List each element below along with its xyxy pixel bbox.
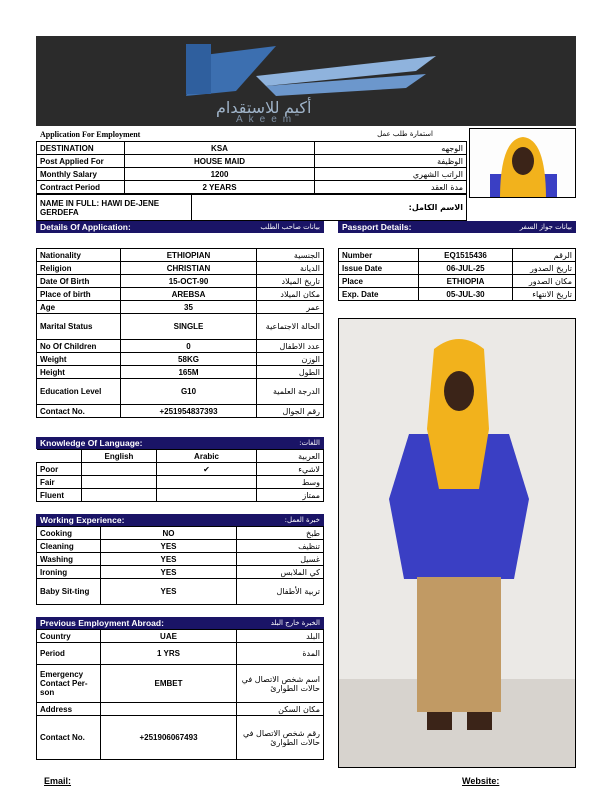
form-title-en: Application For Employment (40, 130, 141, 139)
details-row-value: 58KG (121, 353, 257, 366)
form-title (36, 128, 467, 141)
language-level-label: Fair (37, 476, 82, 489)
applicant-portrait-photo (469, 128, 576, 198)
details-row-label: Age (37, 301, 121, 314)
details-row-label-ar: الدرجة العلمية (257, 379, 324, 405)
details-row-value: CHRISTIAN (121, 262, 257, 275)
abroad-row (37, 703, 324, 716)
experience-header (36, 514, 324, 526)
passport-row-label: Place (339, 275, 419, 288)
language-col-ar: العربية (257, 450, 324, 463)
details-row-label: No Of Children (37, 340, 121, 353)
passport-section-header (338, 221, 576, 233)
details-row (37, 405, 324, 418)
logo-arabic-text: أكيم للاستقدام (216, 100, 312, 117)
details-row-label: Religion (37, 262, 121, 275)
name-table (36, 194, 467, 221)
details-row (37, 275, 324, 288)
abroad-row-value: EMBET (101, 665, 237, 703)
abroad-header (36, 617, 324, 629)
experience-row-label-ar: غسيل (237, 553, 324, 566)
email-label: Email: (44, 776, 72, 786)
details-row-label-ar: الحالة الاجتماعية (257, 314, 324, 340)
experience-row-label: Ironing (37, 566, 101, 579)
experience-row (37, 540, 324, 553)
abroad-title-ar: الخبرة خارج البلد (270, 619, 320, 627)
job-info-row-value: 2 YEARS (125, 181, 315, 194)
details-row (37, 249, 324, 262)
passport-title-ar: بيانات جواز السفر (519, 223, 572, 231)
experience-section (36, 514, 324, 605)
form-title-ar: استمارة طلب عمل (377, 130, 433, 138)
language-level-label: Fluent (37, 489, 82, 502)
experience-row-value: YES (101, 540, 237, 553)
details-row-label-ar: عدد الاطفال (257, 340, 324, 353)
passport-row-label: Issue Date (339, 262, 419, 275)
experience-row-label-ar: كي الملابس (237, 566, 324, 579)
details-row-label: Nationality (37, 249, 121, 262)
abroad-row-label-ar: مكان السكن (237, 703, 324, 716)
experience-row-label: Washing (37, 553, 101, 566)
abroad-row-label-ar: اسم شخص الاتصال في حالات الطوارئ (237, 665, 324, 703)
details-row-label: Place of birth (37, 288, 121, 301)
language-level-ar: وسط (257, 476, 324, 489)
abroad-row-label: Address (37, 703, 101, 716)
passport-row-value: EQ1515436 (419, 249, 513, 262)
details-row-label-ar: الطول (257, 366, 324, 379)
abroad-row-value (101, 703, 237, 716)
language-english-mark (82, 489, 157, 502)
experience-row-label-ar: تنظيف (237, 540, 324, 553)
job-info-row-value: HOUSE MAID (125, 155, 315, 168)
experience-row (37, 566, 324, 579)
language-level-ar: لاشيء (257, 463, 324, 476)
passport-row-value: ETHIOPIA (419, 275, 513, 288)
passport-table-wrap (338, 248, 576, 301)
details-row-label: Height (37, 366, 121, 379)
language-row (37, 476, 324, 489)
passport-row-value: 05-JUL-30 (419, 288, 513, 301)
details-row-value: +251954837393 (121, 405, 257, 418)
job-info-row-label-ar: مدة العقد (315, 181, 467, 194)
details-row-value: 15-OCT-90 (121, 275, 257, 288)
job-info-row (37, 168, 467, 181)
language-arabic-mark: ✔ (157, 463, 257, 476)
language-level-ar: ممتاز (257, 489, 324, 502)
job-info-row-label-ar: الراتب الشهري (315, 168, 467, 181)
job-info-row-label: Post Applied For (37, 155, 125, 168)
experience-row-value: YES (101, 553, 237, 566)
details-row-label-ar: مكان الميلاد (257, 288, 324, 301)
details-title-en: Details Of Application: (40, 222, 131, 232)
company-banner (36, 36, 576, 126)
details-row (37, 288, 324, 301)
abroad-row-label-ar: المدة (237, 643, 324, 665)
experience-row-label: Cooking (37, 527, 101, 540)
details-section-header (36, 221, 324, 233)
logo-latin-text: Akeem (236, 114, 298, 125)
experience-row-label-ar: تربية الأطفال (237, 579, 324, 605)
language-table (36, 449, 324, 502)
details-row-label-ar: رقم الجوال (257, 405, 324, 418)
abroad-row-value: UAE (101, 630, 237, 643)
abroad-title-en: Previous Employment Abroad: (40, 618, 164, 628)
language-row (37, 489, 324, 502)
language-english-mark (82, 476, 157, 489)
full-body-image (339, 319, 576, 768)
experience-row-value: YES (101, 579, 237, 605)
details-row-value: G10 (121, 379, 257, 405)
details-row (37, 340, 324, 353)
details-row (37, 353, 324, 366)
portrait-image (470, 129, 576, 198)
language-title-en: Knowledge Of Language: (40, 438, 143, 448)
abroad-row-label-ar: رقم شخص الاتصال في حالات الطوارئ (237, 716, 324, 760)
details-row-label-ar: الديانة (257, 262, 324, 275)
details-row-value: ETHIOPIAN (121, 249, 257, 262)
passport-row (339, 288, 576, 301)
job-info-row-value: 1200 (125, 168, 315, 181)
passport-row (339, 249, 576, 262)
abroad-row (37, 643, 324, 665)
abroad-row-label-ar: البلد (237, 630, 324, 643)
experience-row-label-ar: طبخ (237, 527, 324, 540)
job-info-row (37, 155, 467, 168)
abroad-row-label: Country (37, 630, 101, 643)
abroad-table (36, 629, 324, 760)
details-row-value: 165M (121, 366, 257, 379)
experience-title-en: Working Experience: (40, 515, 125, 525)
passport-row-label: Number (339, 249, 419, 262)
details-table-wrap (36, 248, 324, 418)
application-header-form (36, 128, 467, 221)
details-row-label: Date Of Birth (37, 275, 121, 288)
language-title-ar: اللغات: (299, 439, 320, 447)
details-row-label: Weight (37, 353, 121, 366)
experience-row (37, 553, 324, 566)
language-english-mark (82, 463, 157, 476)
full-name: NAME IN FULL: HAWI DE-JENE GERDEFA (37, 195, 192, 221)
details-row-label: Marital Status (37, 314, 121, 340)
language-arabic-mark (157, 476, 257, 489)
passport-row-label-ar: تاريخ الانتهاء (513, 288, 576, 301)
job-info-row-label: DESTINATION (37, 142, 125, 155)
applicant-full-body-photo (338, 318, 576, 768)
details-row-label: Education Level (37, 379, 121, 405)
passport-table (338, 248, 576, 301)
language-arabic-mark (157, 489, 257, 502)
details-title-ar: بيانات صاحب الطلب (260, 223, 320, 231)
job-info-row-label: Contract Period (37, 181, 125, 194)
details-row-label-ar: الوزن (257, 353, 324, 366)
details-row (37, 301, 324, 314)
abroad-row-value: 1 YRS (101, 643, 237, 665)
job-info-row (37, 181, 467, 194)
passport-row (339, 262, 576, 275)
experience-table (36, 526, 324, 605)
details-row (37, 379, 324, 405)
job-info-row-value: KSA (125, 142, 315, 155)
language-level-label: Poor (37, 463, 82, 476)
full-name-ar-label: الاسم الكامل: (192, 195, 467, 221)
passport-row-label-ar: تاريخ الصدور (513, 262, 576, 275)
job-info-table (36, 141, 467, 194)
details-row-label-ar: عمر (257, 301, 324, 314)
job-info-row-label-ar: الوجهه (315, 142, 467, 155)
website-label: Website: (462, 776, 500, 786)
abroad-row-label: Period (37, 643, 101, 665)
passport-row-label-ar: مكان الصدور (513, 275, 576, 288)
experience-row-value: NO (101, 527, 237, 540)
passport-row-value: 06-JUL-25 (419, 262, 513, 275)
passport-row-label-ar: الرقم (513, 249, 576, 262)
experience-row-value: YES (101, 566, 237, 579)
details-row-value: AREBSA (121, 288, 257, 301)
language-header (36, 437, 324, 449)
passport-title-en: Passport Details: (342, 222, 412, 232)
abroad-row-label: Emergency Contact Per-son (37, 665, 101, 703)
details-row-value: 0 (121, 340, 257, 353)
passport-row (339, 275, 576, 288)
abroad-row (37, 665, 324, 703)
language-col-arabic: Arabic (157, 450, 257, 463)
language-row (37, 463, 324, 476)
details-row-label-ar: تاريخ الميلاد (257, 275, 324, 288)
details-row-value: 35 (121, 301, 257, 314)
details-table (36, 248, 324, 418)
passport-row-label: Exp. Date (339, 288, 419, 301)
language-col-english: English (82, 450, 157, 463)
abroad-row (37, 630, 324, 643)
details-row (37, 366, 324, 379)
experience-row-label: Cleaning (37, 540, 101, 553)
details-row (37, 314, 324, 340)
details-row (37, 262, 324, 275)
experience-row-label: Baby Sit-ting (37, 579, 101, 605)
details-row-value: SINGLE (121, 314, 257, 340)
job-info-row-label-ar: الوظيفة (315, 155, 467, 168)
abroad-row-value: +251906067493 (101, 716, 237, 760)
job-info-row-label: Monthly Salary (37, 168, 125, 181)
abroad-row-label: Contact No. (37, 716, 101, 760)
details-row-label: Contact No. (37, 405, 121, 418)
details-row-label-ar: الجنسية (257, 249, 324, 262)
experience-row (37, 527, 324, 540)
experience-row (37, 579, 324, 605)
abroad-row (37, 716, 324, 760)
abroad-section (36, 617, 324, 760)
experience-title-ar: خبرة العمل: (284, 516, 320, 524)
language-section (36, 437, 324, 502)
job-info-row (37, 142, 467, 155)
